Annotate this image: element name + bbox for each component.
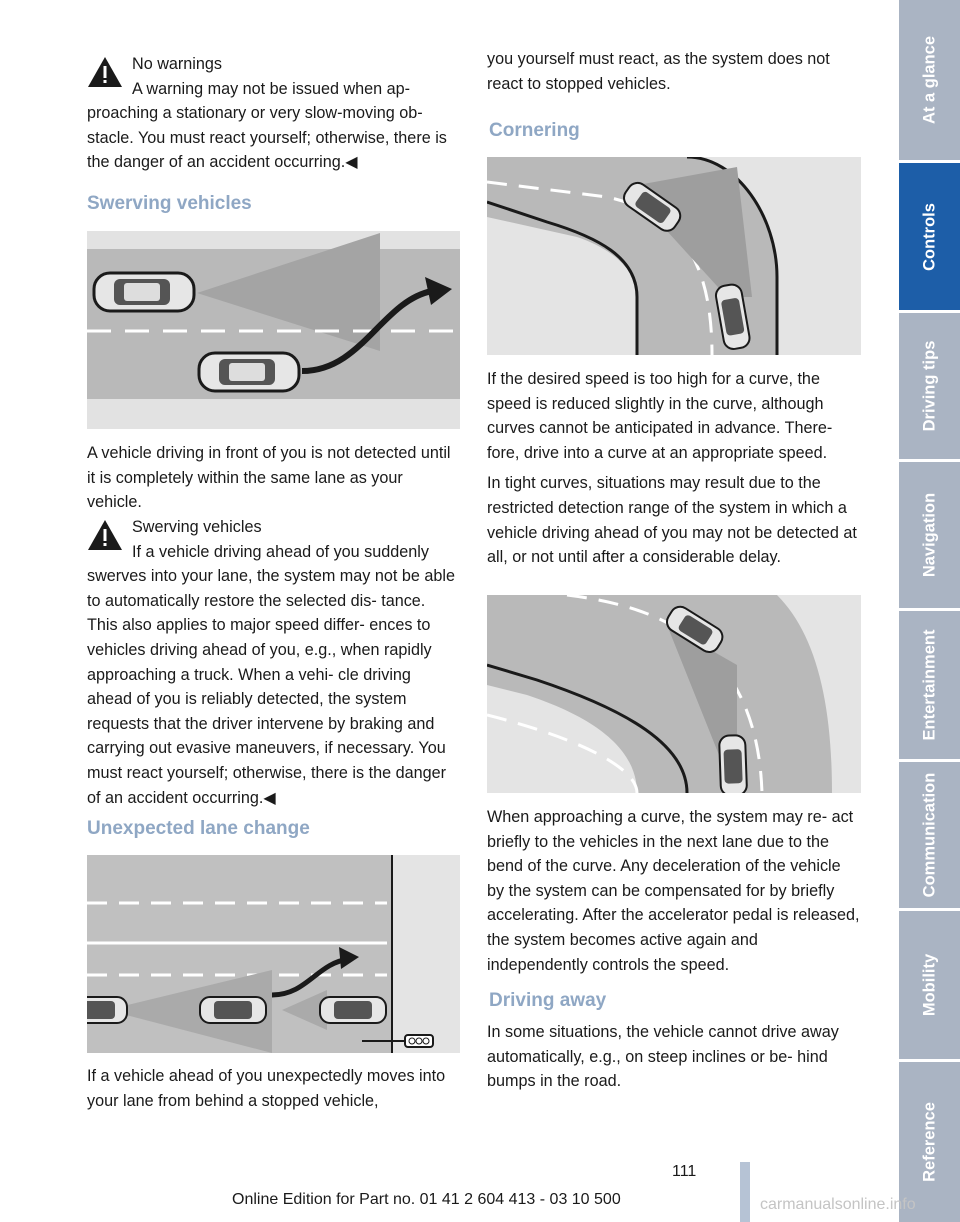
- car-icon: [200, 997, 266, 1023]
- warning-text: A warning may not be issued when ap-: [132, 79, 411, 98]
- tab-at-a-glance[interactable]: At a glance: [899, 0, 960, 160]
- paragraph: If the desired speed is too high for a curve, the speed is reduced slightly in the curve, although curves cannot be anticipated in advance. There- fore, drive into a curve at an appropriate speed.: [487, 370, 833, 462]
- paragraph: If a vehicle ahead of you unexpectedly moves into your lane from behind a stopped vehicle,: [87, 1067, 446, 1110]
- car-icon: [320, 997, 386, 1023]
- heading-swerving-vehicles: Swerving vehicles: [87, 193, 252, 214]
- footer-edition: Online Edition for Part no. 01 41 2 604 413 - 03 10 500: [232, 1191, 621, 1208]
- watermark: carmanualsonline.info: [760, 1196, 916, 1213]
- left-column: [87, 0, 460, 175]
- left-column-warning2: [87, 463, 460, 810]
- right-column-lower: [487, 805, 860, 977]
- page-marker: [740, 1162, 750, 1222]
- paragraph: When approaching a curve, the system may re- act briefly to the vehicles in the next lane due to the bend of the curve. Any deceleration of the vehicle by the system can be compensated for by briefly accelerating. After the accelerator pedal is released, the system becomes active again and independently controls the speed.: [487, 808, 860, 974]
- warning-icon: [87, 519, 123, 551]
- heading-driving-away: Driving away: [489, 990, 607, 1011]
- chapter-sidebar: [899, 0, 960, 1222]
- paragraph: In some situations, the vehicle cannot drive away automatically, e.g., on steep inclines or be- hind bumps in the road.: [487, 1023, 839, 1091]
- right-column-bottom: [487, 1020, 860, 1094]
- tab-reference[interactable]: Reference: [899, 1062, 960, 1222]
- page-number: 111: [672, 1163, 697, 1180]
- warning-swerving-vehicles: [87, 463, 460, 810]
- car-icon: [719, 735, 747, 793]
- heading-cornering: Cornering: [489, 120, 580, 141]
- right-column-top: [487, 47, 860, 96]
- warning-title: Swerving vehicles: [132, 518, 262, 536]
- left-column-bottom: [87, 1064, 460, 1113]
- right-column-mid: [487, 367, 860, 570]
- warning-no-warnings: [87, 0, 460, 175]
- paragraph: A vehicle driving in front of you is not detected until it is completely within the same lane as your vehicle.: [87, 444, 451, 512]
- warning-icon: [87, 56, 123, 88]
- cornering-figure-1: [487, 157, 861, 355]
- tab-entertainment[interactable]: Entertainment: [899, 611, 960, 759]
- warning-text: swerves into your lane, the system may not be able to automatically restore the selected dis- tance. This also applies to major speed differ- ences to vehicles driving ahead of you, e.g., when rapidly approaching a truck. When a vehi- cle driving ahead of you is reliably detected, the system requests that the driver intervene by braking and carrying out evasive maneuvers, if necessary. You must react yourself; otherwise, there is the danger of an accident occurring.◀: [87, 567, 455, 807]
- paragraph: you yourself must react, as the system does not react to stopped vehicles.: [487, 50, 830, 93]
- tab-communication[interactable]: Communication: [899, 762, 960, 908]
- tab-driving-tips[interactable]: Driving tips: [899, 313, 960, 459]
- car-icon: [199, 353, 299, 391]
- paragraph: In tight curves, situations may result due to the restricted detection range of the system in which a vehicle driving ahead of you may not be detected at all, or not until after a considerable delay.: [487, 474, 857, 567]
- warning-title: No warnings: [132, 55, 222, 73]
- warning-text: proaching a stationary or very slow-moving ob- stacle. You must react yourself; otherwise, there is the danger of an accident occurring.◀: [87, 104, 447, 172]
- tab-controls[interactable]: Controls: [899, 163, 960, 310]
- tab-mobility[interactable]: Mobility: [899, 911, 960, 1059]
- heading-unexpected-lane-change: Unexpected lane change: [87, 818, 310, 839]
- tab-navigation[interactable]: Navigation: [899, 462, 960, 608]
- lane-change-figure: [87, 855, 460, 1053]
- car-icon: [87, 997, 127, 1023]
- car-icon: [94, 273, 194, 311]
- warning-text: If a vehicle driving ahead of you suddenly: [132, 542, 429, 561]
- cornering-figure-2: [487, 595, 861, 793]
- swerving-vehicles-figure: [87, 231, 460, 429]
